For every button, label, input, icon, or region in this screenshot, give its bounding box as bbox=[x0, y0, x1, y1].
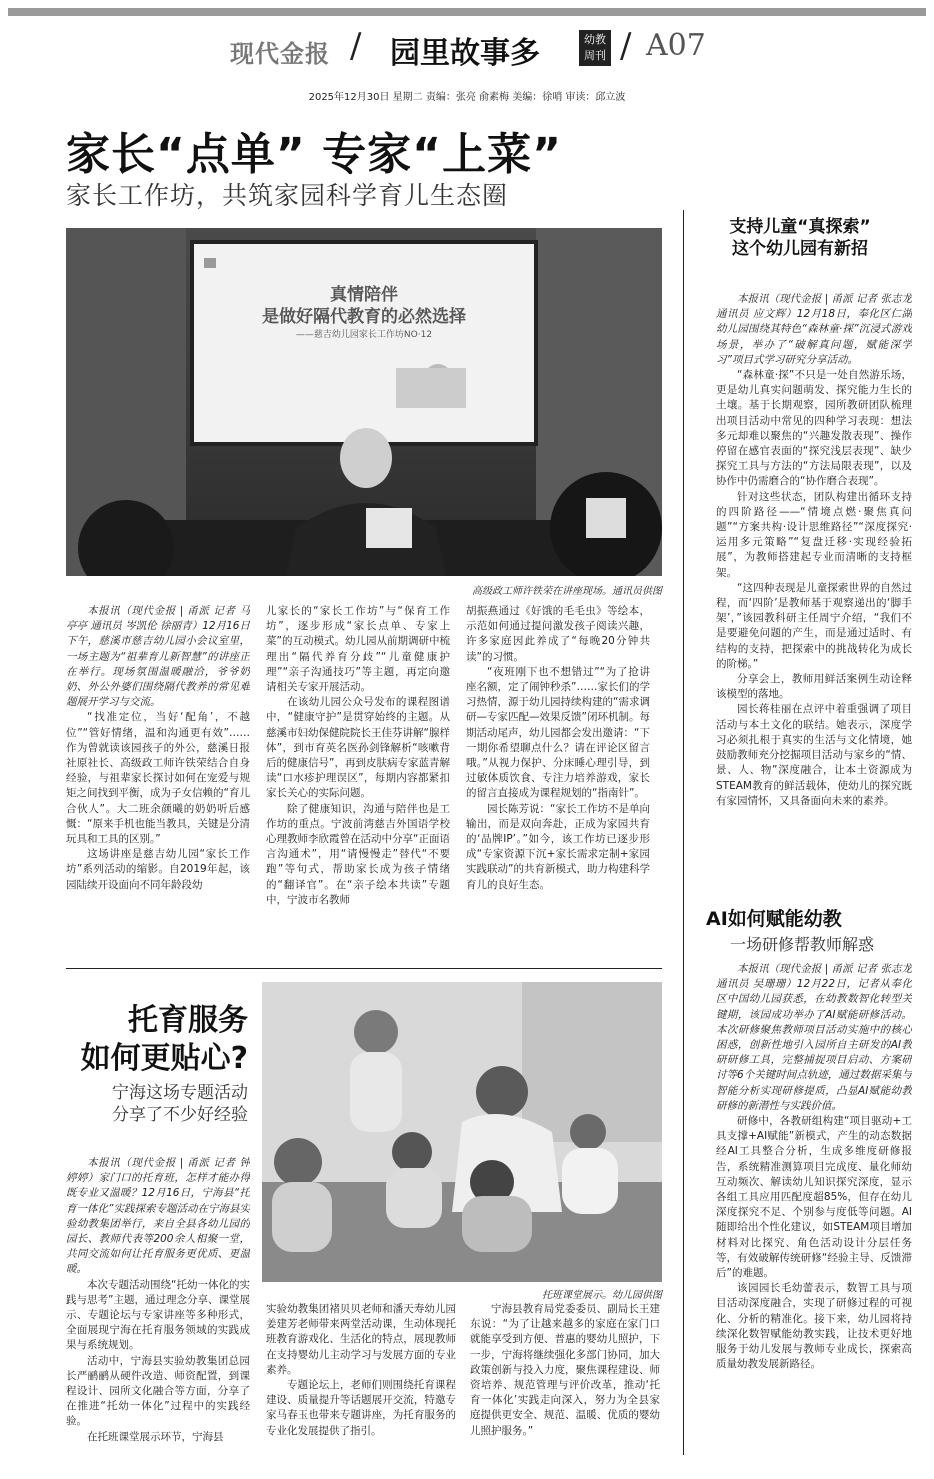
sidebar2-body bbox=[716, 962, 912, 1450]
paragraph: 儿家长的“家长工作坊”与“保育工作坊”，逐步形成“家长点单、专家上菜”的互动模式。幼儿园从前期调研中梳理出“隔代养育分歧”“儿童健康护理”“亲子沟通技巧”等主题，再定向邀请相关专家开展活动。 bbox=[266, 605, 450, 694]
lead-photo-caption: 高级政工师许铁荣在讲座现场。通讯员供图 bbox=[472, 586, 662, 597]
second-subhead-line2: 分享了不少好经验 bbox=[112, 1105, 248, 1125]
paragraph: 本次专题活动围绕“托幼一体化的实践与思考”主题，通过理念分享、课堂展示、专题论坛与专家讲座等多种形式，全面展现宁海在托育服务领域的实践成果与系统规划。 bbox=[66, 1278, 250, 1352]
section-divider bbox=[66, 968, 662, 969]
dateline: 2025年12月30日 星期二 责编：张亮 俞素梅 美编：徐哨 审读：邱立波 bbox=[308, 92, 626, 103]
paragraph: 在托班课堂展示环节，宁海县 bbox=[87, 1430, 224, 1443]
paragraph: “这四种表现是儿童探索世界的自然过程，而‘四阶’是教师基于观察递出的‘脚手架’，”该园教科研主任周宁介绍，“我们不是要避免问题的产生，而是通过适时、有结构的支持，把探索中的挑战转化为成长的阶梯。” bbox=[716, 581, 912, 670]
second-headline-line1: 托育服务 bbox=[128, 1003, 248, 1038]
paragraph: 本报讯（现代金报 | 甬派 记者 张志龙 通讯员 吴珊珊）12月22日，记者从奉化区中国幼儿园获悉，在幼教数智化转型关键期，该园成功举办了AI赋能研修活动。本次研修聚焦教师项目活动实施中的核心困惑，创新性地引入园所自主研发的AI教研研修工具，完整捕捉项目启动、方案研讨等6个关键时间点轨迹，通过数据采集与智能分析实现研修提质，凸显AI赋能幼教研修的新潜性与实践价值。 bbox=[716, 963, 912, 1112]
paragraph: 除了健康知识，沟通与陪伴也是工作坊的重点。宁波前湾慈吉外国语学校心理教师李欣霞曾在活动中分享“正面语言沟通术”，用“请慢慢走”替代“不要跑”等句式，帮助家长成为孩子情绪的“翻译官”。在“亲子绘本共读”专题中，宁波市名教师 bbox=[266, 802, 450, 906]
weekly-badge bbox=[579, 30, 611, 66]
sidebar2-subtitle: 一场研修帮教师解惑 bbox=[730, 935, 875, 954]
separator: / bbox=[350, 26, 362, 66]
lead-headline: 家长“点单” 专家“上菜” bbox=[66, 129, 562, 180]
lead-column-2 bbox=[266, 604, 450, 944]
paragraph: 园长蒋桂丽在点评中着重强调了项目活动与本土文化的联结。她表示，深度学习必须扎根于真实的生活与文化情境，她鼓励教师充分挖掘项目活动与家乡的“情、景、人、物”深度融合，让本土资源成为STEAM教育的鲜活载体，使幼儿的探究既有家园情怀，又具备面向未来的素养。 bbox=[716, 703, 912, 807]
paragraph: 分享会上，教师用鲜活案例生动诠释该模型的落地。 bbox=[716, 673, 912, 701]
screen-title-1: 真情陪伴 bbox=[330, 285, 398, 305]
lecture-photo-illustration bbox=[66, 228, 662, 576]
paragraph: 研修中，各教研组构建“项目驱动+工具支撑+AI赋能”新模式，产生的动态数据经AI工具整合分析，生成多维度研修报告，系统精准测算项目完成度、量化师幼互动频次、解读幼儿知识探究深度，显示各组工具应用匹配度超85%，但存在幼儿深度探究不足、个别参与度低等问题。AI随即给出个性化建议，如STEAM项目增加材料对比探究、角色活动设计分层任务等，有效破解传统研修“经验主导、反馈滞后”的难题。 bbox=[716, 1115, 912, 1280]
paragraph: 这场讲座是慈吉幼儿园“家长工作坊”系列活动的缩影。自2019年起，该园陆续开设面向不同年龄段幼 bbox=[66, 848, 250, 891]
badge-line-1: 幼教 bbox=[584, 33, 606, 46]
badge-line-2: 周刊 bbox=[584, 49, 606, 62]
sidebar1-body bbox=[716, 292, 912, 872]
second-subhead-line1: 宁海这场专题活动 bbox=[112, 1083, 248, 1103]
page-number: A07 bbox=[646, 28, 706, 63]
lead-column-1 bbox=[66, 604, 250, 944]
top-bar bbox=[8, 8, 926, 16]
screen-title-2: 是做好隔代教育的必然选择 bbox=[262, 307, 466, 327]
sidebar1-title bbox=[700, 216, 900, 260]
sidebar2-title: AI如何赋能幼教 bbox=[706, 908, 842, 930]
second-headline-line2: 如何更贴心? bbox=[80, 1041, 248, 1076]
paragraph: 宁海县教育局党委委员、副局长王建东说：“为了让越来越多的家庭在家门口就能享受到方便、普惠的婴幼儿照护，下一步，宁海将继续强化多部门协同，加大政策创新与投入力度，聚焦课程建设、师资培养、规范管理与评价改革，推动‘托育一体化’实践走向深入，努力为全县家庭提供更安全、规范、温暖、优质的婴幼儿照护服务。” bbox=[470, 1303, 660, 1437]
lead-column-3 bbox=[466, 604, 650, 944]
paragraph: “森林童·探”不只是一处自然游乐场，更是幼儿真实问题萌发、探究能力生长的土壤。基于长期观察，园所教研团队梳理出项目活动中常见的四种学习表现：想法多元却难以聚焦的“兴趣发散表现”、操作停留在感官表面的“探究浅层表现”、缺少探究工具与方法的“方法局限表现”，以及协作中仍需磨合的“协作磨合表现”。 bbox=[716, 369, 912, 488]
second-subhead bbox=[60, 1082, 248, 1126]
section-title: 园里故事多 bbox=[390, 36, 540, 71]
paragraph: 本报讯（现代金报 | 甬派 记者 张志龙 通讯员 应文辉）12月18日，奉化区仁湖幼儿园围绕其特色“森林童·探”沉浸式游戏场景，举办了“破解真问题，赋能深学习”项目式学习研究分享活动。 bbox=[716, 293, 912, 366]
paragraph: 在该幼儿园公众号发布的课程图谱中，“健康守护”是贯穿始终的主题。从慈溪市妇幼保健院院长王佳芬讲解“腺样体”，到市育英名医孙剑锋解析“咳嗽背后的健康信号”，再到皮肤病专家蓝青解读“口水疹护理误区”，每期内容都紧扣家长关心的实际问题。 bbox=[266, 696, 450, 800]
lead-subhead: 家长工作坊，共筑家园科学育儿生态圈 bbox=[66, 181, 509, 210]
paragraph: 园长陈芳说：“家长工作坊不是单向输出，而是双向奔赴，正成为家园共育的‘品牌IP’。”如今，该工作坊已逐步形成“专家资源下沉+家长需求定制+家园实践联动”的共育新模式，助力构建科学育儿的良好生态。 bbox=[466, 802, 650, 891]
second-photo bbox=[262, 982, 662, 1282]
masthead bbox=[200, 24, 740, 74]
sidebar1-title-line2: 这个幼儿园有新招 bbox=[732, 239, 868, 259]
screen-subtitle: ——慈吉幼儿园家长工作坊NO·12 bbox=[295, 330, 433, 340]
paragraph: 活动中，宁海县实验幼教集团总园长严鹂鹂从硬件改造、师资配置，到课程设计、园所文化融合等方面，分享了在推进“托幼一体化”过程中的实践经验。 bbox=[66, 1354, 250, 1428]
paragraph: 本报讯（现代金报 | 甬派 记者 马亭亭 通讯员 岑凯伦 徐丽青）12月16日下午，慈溪市慈吉幼儿园小会议室里，一场主题为“祖辈育儿新智慧”的讲座正在举行。现场氛围温暖融洽，爷爷奶奶、外公外婆们围绕隔代教养的常见难题展开学习与交流。 bbox=[66, 605, 250, 709]
paragraph: 专题论坛上，老师们则围绕托育课程建设、质量提升等话题展开交流，特邀专家马春玉也带来专题讲座，为托育服务的专业化发展提供了指引。 bbox=[266, 1379, 456, 1437]
second-photo-caption: 托班课堂展示。幼儿园供图 bbox=[542, 1290, 662, 1301]
second-column-1 bbox=[66, 1156, 250, 1454]
column-divider bbox=[683, 210, 684, 1455]
second-headline bbox=[60, 1002, 248, 1078]
separator: / bbox=[620, 26, 632, 66]
sidebar1-title-line1: 支持儿童“真探索” bbox=[729, 217, 871, 237]
paragraph: 实验幼教集团褚贝贝老师和潘天寿幼儿园姜建芳老师带来两堂活动课，生动体现托班教育游戏化、生活化的特点，展现教师在支持婴幼儿主动学习与发展方面的专业素养。 bbox=[266, 1303, 456, 1376]
classroom-photo-illustration bbox=[262, 982, 662, 1282]
second-column-3 bbox=[470, 1302, 660, 1452]
paragraph: 该园园长毛幼蕾表示，数智工具与项目活动深度融合，实现了研修过程的可视化、分析的精准化。接下来，幼儿园将持续深化数智赋能幼教实践，让技术更好地服务于幼儿发展与教师专业成长，探索高质量幼教发展新路径。 bbox=[716, 1282, 912, 1371]
paragraph: 本报讯（现代金报 | 甬派 记者 钟婷婷）家门口的托育班，怎样才能办得既专业又温暖？12月16日，宁海县“托育一体化”实践探索专题活动在宁海县实验幼教集团举行，来自全县各幼儿园的园长、教师代表等200余人相聚一堂，共同交流如何让托育服务更优质、更温暖。 bbox=[66, 1157, 250, 1276]
paragraph: 针对这些状态，团队构建出循环支持的四阶路径——“情境点燃·聚焦真问题”“方案共构·设计思维路径”“深度探究·运用多元策略”“复盘迁移·实现经验拓展”，为教师搭建起专业而清晰的支持框架。 bbox=[716, 490, 912, 579]
second-column-2 bbox=[266, 1302, 456, 1452]
paragraph: “找准定位，当好‘配角’，不越位”“管好情绪，温和沟通更有效”……作为曾就读该园孩子的外公，慈溪日报社原社长、高级政工师许铁荣结合自身经验，与祖辈家长探讨如何在宠爱与规矩之间找到平衡，成为子女信赖的“育儿合伙人”。大二班余颜曦的奶奶听后感慨：“原来手机也能当教具，关键是分清玩具和工具的区别。” bbox=[66, 711, 250, 846]
paragraph: “夜班刚下也不想错过”“为了抢讲座名额，定了闹钟秒杀”……家长们的学习热情，源于幼儿园持续构建的“需求调研—专家匹配—效果反馈”闭环机制。每期活动尾声，幼儿园都会发出邀请：“下一期你希望聊点什么？请在评论区留言哦。”从视力保护、分床睡心理引导，到过敏体质饮食、专注力培养游戏，家长的留言直接成为课程规划的“指南针”。 bbox=[466, 665, 650, 800]
paper-name: 现代金报 bbox=[230, 39, 330, 68]
lead-photo bbox=[66, 228, 662, 576]
paragraph: 胡振燕通过《好饿的毛毛虫》等绘本，示范如何通过提问激发孩子阅读兴趣，许多家庭因此养成了“每晚20分钟共读”的习惯。 bbox=[466, 605, 650, 663]
